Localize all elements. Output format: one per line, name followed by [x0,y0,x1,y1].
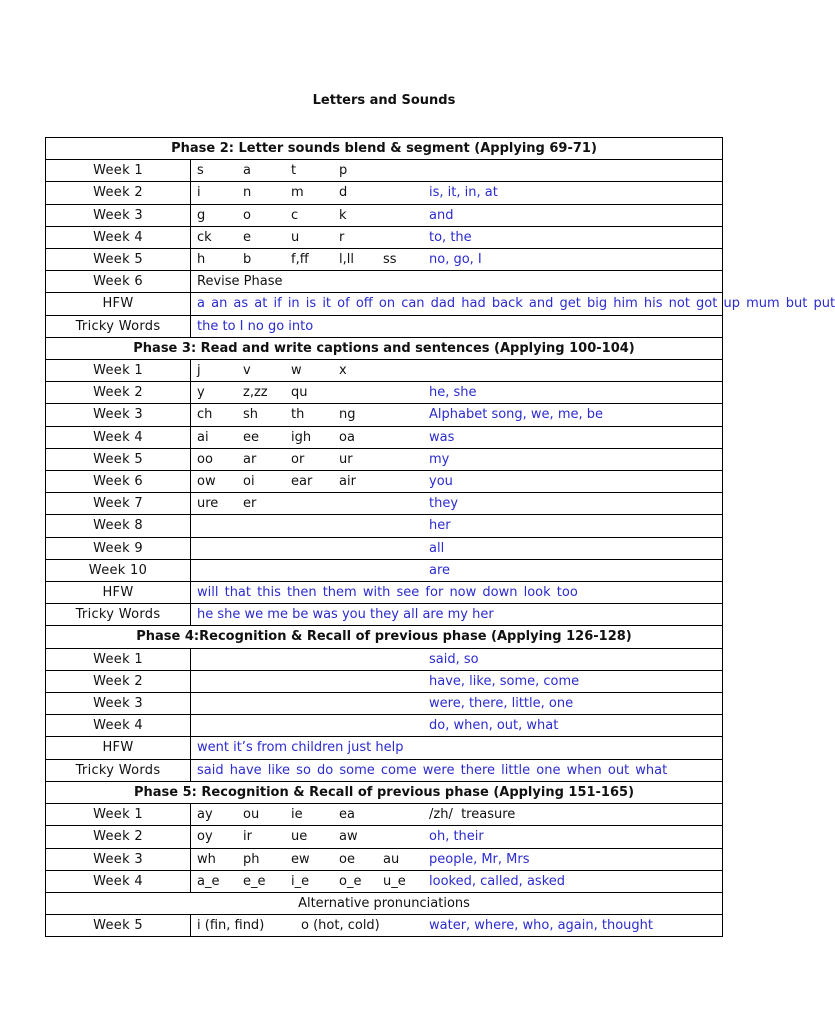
week-label: Week 7 [46,493,191,515]
table-row [46,471,723,493]
week-label: Week 4 [46,715,191,737]
table-row [46,404,723,426]
grapheme: er [243,496,257,512]
grapheme: oy [197,829,213,845]
grapheme: sh [243,407,259,423]
grapheme: u_e [383,873,406,889]
sounds-cell [191,160,723,182]
key-words: to, the [429,229,472,245]
grapheme: oa [339,429,355,445]
grapheme: ph [243,851,260,867]
sounds-cell [191,404,723,426]
sounds-cell [191,493,723,515]
week-label: Week 2 [46,382,191,404]
phase4-header-row [46,626,723,648]
grapheme: th [291,407,305,423]
grapheme: oo [197,451,213,467]
key-words: and [429,207,454,223]
hfw-label: HFW [46,293,191,315]
grapheme: o [243,207,251,223]
grapheme: or [291,451,305,467]
week-label: Week 1 [46,360,191,382]
table-row [46,249,723,271]
revise-cell: Revise Phase [191,271,723,293]
tricky-row [46,315,723,337]
key-words: are [429,562,451,578]
grapheme: x [339,363,347,379]
sounds-cell [191,670,723,692]
key-words: were, there, little, one [429,696,574,712]
grapheme: h [197,252,206,268]
grapheme: qu [291,385,308,401]
key-words: her [429,518,451,534]
week-label: Week 2 [46,826,191,848]
week-label: Week 6 [46,271,191,293]
alternative-pronunciations-header: Alternative pronunciations [46,892,723,914]
hfw-label: HFW [46,737,191,759]
grapheme: u [291,229,300,245]
sounds-cell [191,715,723,737]
phase4-header: Phase 4:Recognition & Recall of previous phase (Applying 126-128) [46,626,723,648]
week-label: Week 10 [46,559,191,581]
sounds-cell [191,471,723,493]
grapheme: ar [243,451,257,467]
key-words: is, it, in, at [429,185,498,201]
letters-sounds-table [45,137,835,937]
hfw-row [46,582,723,604]
document-title: Letters and Sounds [312,93,456,108]
sounds-cell [191,537,723,559]
tricky-label: Tricky Words [46,759,191,781]
table-row [46,160,723,182]
week-label: Week 2 [46,182,191,204]
key-words: they [429,496,459,512]
hfw-row [46,293,723,315]
grapheme: w [291,363,302,379]
week-label: Week 1 [46,804,191,826]
grapheme: ou [243,807,260,823]
table-row [46,559,723,581]
table-row [46,693,723,715]
grapheme: ir [243,829,252,845]
sounds-cell [191,915,723,937]
grapheme: r [339,229,345,245]
sounds-cell [191,693,723,715]
week-label: Week 3 [46,693,191,715]
grapheme: e_e [243,873,266,889]
week-label: Week 2 [46,670,191,692]
grapheme: ow [197,474,216,490]
grapheme: d [339,185,348,201]
grapheme: j [197,363,201,379]
grapheme: ay [197,807,213,823]
grapheme: a [243,163,251,179]
sounds-cell [191,804,723,826]
grapheme: ss [383,252,397,268]
week-label: Week 5 [46,915,191,937]
week-label: Week 9 [46,537,191,559]
grapheme: wh [197,851,216,867]
grapheme: ure [197,496,219,512]
grapheme: f,ff [291,252,309,268]
hfw-words: went it’s from children just help [191,737,723,759]
grapheme: i [197,185,201,201]
grapheme: ee [243,429,259,445]
tricky-label: Tricky Words [46,604,191,626]
grapheme: l,ll [339,252,354,268]
table-row [46,515,723,537]
week-label: Week 3 [46,848,191,870]
tricky-words: the to I no go into [191,315,723,337]
tricky-label: Tricky Words [46,315,191,337]
sounds-cell [191,448,723,470]
phase5-header: Phase 5: Recognition & Recall of previous phase (Applying 151-165) [46,781,723,803]
grapheme: t [291,163,297,179]
phase2-header-row [46,138,723,160]
key-words: my [429,451,450,467]
table-row [46,271,723,293]
grapheme: ie [291,807,303,823]
key-words: do, when, out, what [429,718,559,734]
grapheme: c [291,207,299,223]
grapheme: n [243,185,252,201]
week-label: Week 6 [46,471,191,493]
table-row [46,870,723,892]
grapheme: ear [291,474,313,490]
sounds-cell [191,382,723,404]
phase3-header-row [46,337,723,359]
table-row [46,848,723,870]
grapheme: z,zz [243,385,268,401]
grapheme: ch [197,407,213,423]
grapheme: igh [291,429,312,445]
table-row [46,804,723,826]
week-label: Week 4 [46,426,191,448]
table-row [46,204,723,226]
grapheme: p [339,163,348,179]
hfw-row [46,737,723,759]
key-words: /zh/ treasure [429,807,516,823]
sounds-cell [191,182,723,204]
grapheme: ea [339,807,355,823]
table-row [46,182,723,204]
grapheme: v [243,363,251,379]
week-label: Week 8 [46,515,191,537]
key-words: he, she [429,385,477,401]
key-words: Alphabet song, we, me, be [429,407,603,423]
phase5-header-row [46,781,723,803]
hfw-words: will that this then them with see for now down look too [191,582,723,604]
grapheme: a_e [197,873,220,889]
grapheme: ew [291,851,310,867]
phase2-header: Phase 2: Letter sounds blend & segment (Applying 69-71) [46,138,723,160]
alt-header-row [46,892,723,914]
key-words: oh, their [429,829,484,845]
table-row [46,670,723,692]
phase3-header: Phase 3: Read and write captions and sentences (Applying 100-104) [46,337,723,359]
grapheme: air [339,474,356,490]
tricky-row [46,604,723,626]
grapheme: k [339,207,347,223]
grapheme: m [291,185,304,201]
key-words: people, Mr, Mrs [429,851,530,867]
table-row [46,493,723,515]
table-row [46,448,723,470]
grapheme: au [383,851,400,867]
sounds-cell [191,826,723,848]
hfw-words: a an as at if in is it of off on can dad had back and get big him his not got up mum but put [191,293,723,315]
sounds-cell [191,648,723,670]
grapheme: ng [339,407,356,423]
sounds-cell [191,870,723,892]
grapheme: o_e [339,873,362,889]
week-label: Week 3 [46,204,191,226]
sounds-cell [191,515,723,537]
sounds-cell [191,249,723,271]
grapheme: ur [339,451,353,467]
table-row [46,426,723,448]
grapheme: ai [197,429,209,445]
grapheme: oe [339,851,355,867]
grapheme: ck [197,229,212,245]
tricky-words: he she we me be was you they all are my her [191,604,723,626]
table-row [46,648,723,670]
grapheme: g [197,207,206,223]
key-words: said, so [429,651,479,667]
hfw-label: HFW [46,582,191,604]
key-words: all [429,540,445,556]
key-words: you [429,474,453,490]
grapheme: oi [243,474,255,490]
sounds-cell [191,360,723,382]
table-row [46,226,723,248]
week-label: Week 3 [46,404,191,426]
grapheme: s [197,163,204,179]
key-words: no, go, I [429,252,482,268]
alt-pronunciation-o: o (hot, cold) [301,918,380,934]
table-body [46,138,835,937]
grapheme: y [197,385,205,401]
week-label: Week 5 [46,249,191,271]
key-words: looked, called, asked [429,873,566,889]
grapheme: e [243,229,251,245]
sounds-cell [191,848,723,870]
grapheme: aw [339,829,358,845]
sounds-cell [191,226,723,248]
key-words: water, where, who, again, thought [429,918,654,934]
table-row [46,826,723,848]
sounds-cell [191,559,723,581]
grapheme: i_e [291,873,310,889]
week-label: Week 4 [46,226,191,248]
week-label: Week 1 [46,160,191,182]
sounds-cell [191,426,723,448]
sounds-cell [191,204,723,226]
table-row [46,382,723,404]
week-label: Week 1 [46,648,191,670]
tricky-row [46,759,723,781]
grapheme: ue [291,829,308,845]
week-label: Week 4 [46,870,191,892]
week-label: Week 5 [46,448,191,470]
grapheme: b [243,252,252,268]
alt-pronunciation-i: i (fin, find) [197,918,265,934]
table-row [46,915,723,937]
table-row [46,715,723,737]
table-row [46,360,723,382]
key-words: have, like, some, come [429,673,580,689]
table-row [46,537,723,559]
tricky-words: said have like so do some come were there little one when out what [191,759,723,781]
key-words: was [429,429,455,445]
